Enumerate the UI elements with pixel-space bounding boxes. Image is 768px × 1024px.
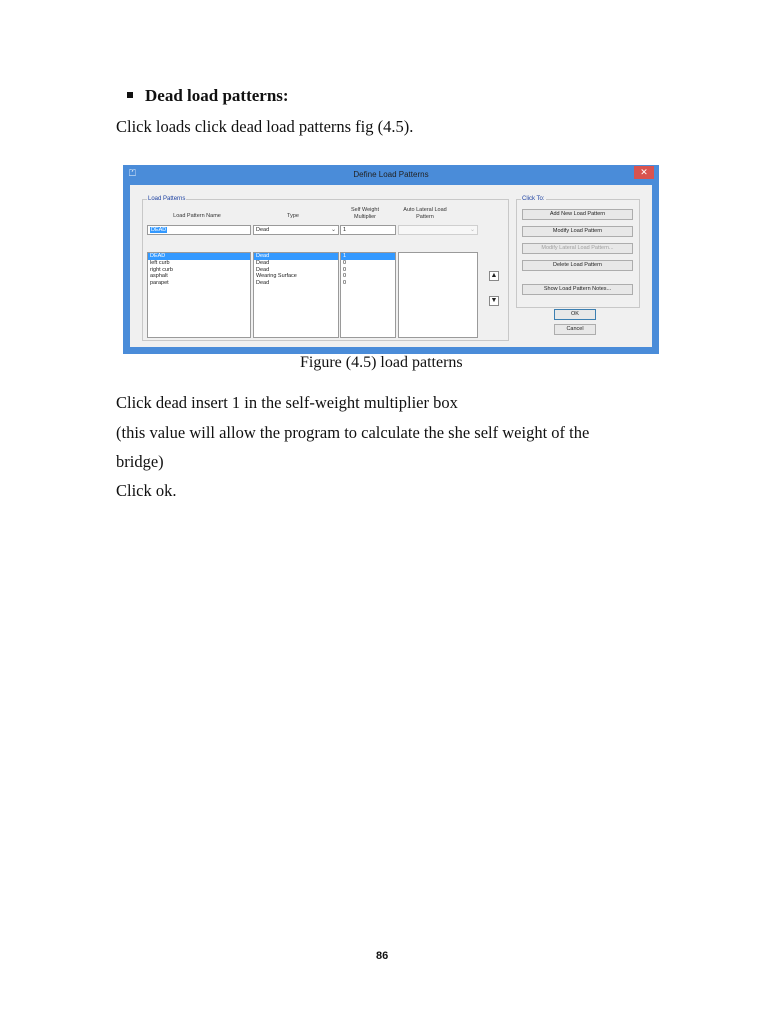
arrow-down-icon[interactable]: ▼	[490, 297, 498, 304]
modify-load-pattern-button[interactable]: Modify Load Pattern	[522, 226, 633, 237]
list-item[interactable]: 0	[343, 266, 347, 273]
dialog-client-area	[130, 185, 652, 347]
list-item[interactable]: Dead	[256, 266, 270, 273]
dialog-title: Define Load Patterns	[353, 170, 429, 179]
show-load-pattern-notes-button[interactable]: Show Load Pattern Notes...	[522, 284, 633, 295]
list-item[interactable]: asphalt	[150, 273, 168, 280]
auto-lateral-list[interactable]	[398, 252, 478, 338]
cancel-button[interactable]: Cancel	[554, 324, 596, 335]
ok-button[interactable]: OK	[554, 309, 596, 320]
close-icon[interactable]: ✕	[634, 166, 654, 179]
list-item[interactable]: DEAD	[148, 253, 250, 260]
auto-lateral-select	[398, 225, 478, 235]
app-icon: ⏍	[129, 168, 136, 178]
instruction-line-1: Click dead insert 1 in the self-weight multiplier box	[116, 393, 458, 412]
col-header-type: Type	[287, 213, 299, 219]
list-item[interactable]: Dead	[254, 253, 338, 260]
delete-load-pattern-button[interactable]: Delete Load Pattern	[522, 260, 633, 271]
load-patterns-group	[142, 196, 509, 341]
figure-caption: Figure (4.5) load patterns	[300, 354, 463, 371]
list-item[interactable]: parapet	[150, 280, 169, 287]
load-pattern-name-input[interactable]	[147, 225, 251, 235]
click-to-legend: Click To:	[522, 196, 545, 202]
add-new-load-pattern-button[interactable]: Add New Load Pattern	[522, 209, 633, 220]
intro-paragraph: Click loads click dead load patterns fig (4.5).	[116, 117, 414, 136]
bullet-icon	[127, 92, 133, 98]
col-header-self-weight: Self Weight Multiplier	[350, 207, 380, 220]
type-list[interactable]	[253, 252, 339, 338]
click-to-group	[516, 196, 640, 308]
self-weight-multiplier-input[interactable]	[340, 225, 396, 235]
list-item[interactable]: 0	[343, 259, 347, 266]
section-heading	[127, 86, 289, 106]
list-item[interactable]: Wearing Surface	[256, 273, 297, 280]
type-select[interactable]	[253, 225, 339, 235]
instruction-line-2: (this value will allow the program to calculate the she self weight of the	[116, 423, 590, 442]
chevron-down-icon: ⌄	[330, 227, 336, 233]
load-pattern-name-list[interactable]	[147, 252, 251, 338]
list-item[interactable]: 1	[341, 253, 395, 260]
section-heading-text: Dead load patterns:	[145, 86, 289, 105]
instruction-line-3: bridge)	[116, 452, 164, 471]
instruction-line-4: Click ok.	[116, 481, 177, 500]
list-item[interactable]: Dead	[256, 259, 270, 266]
list-item[interactable]: Dead	[256, 280, 270, 287]
list-item[interactable]: left curb	[150, 259, 170, 266]
self-weight-multiplier-value: 1	[343, 227, 347, 233]
arrow-up-icon[interactable]: ▲	[490, 272, 498, 279]
type-select-value: Dead	[256, 227, 270, 233]
list-item[interactable]: 0	[343, 273, 347, 280]
multiplier-list[interactable]	[340, 252, 396, 338]
load-pattern-name-value: DEAD	[151, 227, 167, 233]
dialog-titlebar	[123, 165, 659, 183]
modify-lateral-load-pattern-button[interactable]: Modify Lateral Load Pattern...	[522, 243, 633, 254]
chevron-down-icon: ⌄	[469, 227, 475, 233]
page-number: 86	[376, 950, 389, 962]
define-load-patterns-dialog	[123, 165, 659, 354]
list-item[interactable]: right curb	[150, 266, 173, 273]
load-patterns-legend: Load Patterns	[148, 196, 186, 202]
col-header-auto-lateral: Auto Lateral Load Pattern	[403, 207, 447, 220]
col-header-name: Load Pattern Name	[173, 213, 221, 219]
list-item[interactable]: 0	[343, 280, 347, 287]
